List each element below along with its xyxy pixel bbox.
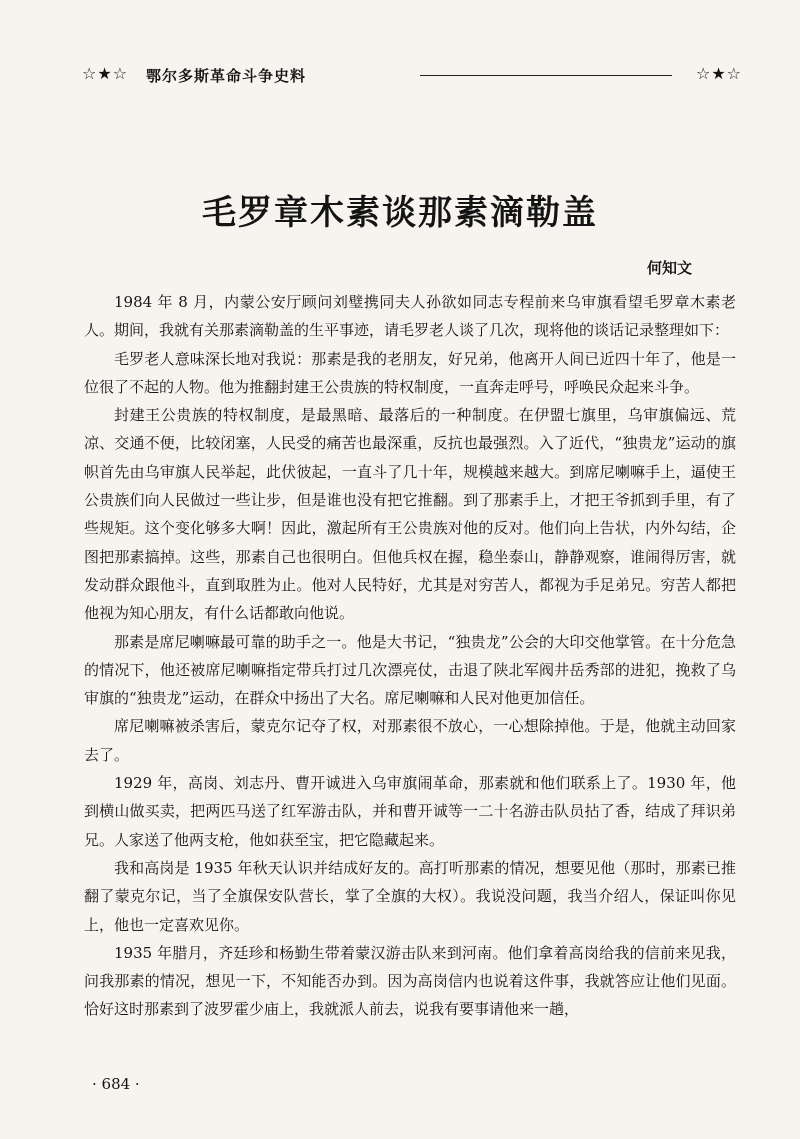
paragraph: 1984 年 8 月，内蒙公安厅顾问刘璧携同夫人孙欲如同志专程前来乌审旗看望毛罗章木素老人。期间，我就有关那素滴勒盖的生平事迹，请毛罗老人谈了几次，现将他的谈话记录整理如下： [84,293,736,340]
page-number: · 684 · [92,1075,140,1093]
article-body [84,288,736,1024]
decorative-stars-right: ☆★☆ [695,64,742,83]
article-author: 何知文 [646,259,692,277]
paragraph: 毛罗老人意味深长地对我说：那素是我的老朋友，好兄弟，他离开人间已近四十年了，他是一位很了不起的人物。他为推翻封建王公贵族的特权制度，一直奔走呼号，呼唤民众起来斗争。 [84,349,736,396]
paragraph: 那素是席尼喇嘛最可靠的助手之一。他是大书记，“独贵龙”公会的大印交他掌管。在十分危急的情况下，他还被席尼喇嘛指定带兵打过几次漂亮仗，击退了陕北军阀井岳秀部的进犯，挽救了乌审旗的“独贵龙”运动，在群众中扬出了大名。席尼喇嘛和人民对他更加信任。 [84,632,736,708]
paragraph: 我和高岗是 1935 年秋天认识并结成好友的。高打听那素的情况，想要见他（那时，那素已推翻了蒙克尔记，当了全旗保安队营长，掌了全旗的大权）。我说没问题，我当介绍人，保证叫你见上，他也一定喜欢见你。 [84,858,736,934]
paragraph: 封建王公贵族的特权制度，是最黑暗、最落后的一种制度。在伊盟七旗里，乌审旗偏远、荒凉、交通不便，比较闭塞，人民受的痛苦也最深重，反抗也最强烈。入了近代，“独贵龙”运动的旗帜首先由乌审旗人民举起，此伏彼起，一直斗了几十年，规模越来越大。到席尼喇嘛手上，逼使王公贵族们向人民做过一些让步，但是谁也没有把它推翻。到了那素手上，才把王爷抓到手里，有了些规矩。这个变化够多大啊！因此，激起所有王公贵族对他的反对。他们向上告状，内外勾结，企图把那素搞掉。这些，那素自己也很明白。但他兵权在握，稳坐泰山，静静观察，谁闹得厉害，就发动群众跟他斗，直到取胜为止。他对人民特好，尤其是对穷苦人，都视为手足弟兄。穷苦人都把他视为知心朋友，有什么话都敢向他说。 [84,406,736,623]
article-title: 毛罗章木素谈那素滴勒盖 [202,193,598,233]
header-rule [420,75,672,76]
series-title: 鄂尔多斯革命斗争史料 [146,67,307,85]
decorative-stars-left: ☆★☆ [82,64,129,83]
running-header [82,62,742,88]
paragraph: 席尼喇嘛被杀害后，蒙克尔记夺了权，对那素很不放心，一心想除掉他。于是，他就主动回家去了。 [84,717,736,764]
paragraph: 1929 年，高岗、刘志丹、曹开诚进入乌审旗闹革命，那素就和他们联系上了。1930 年，他到横山做买卖，把两匹马送了红军游击队，并和曹开诚等一二十名游击队员拈了香，结成了拜识弟兄。人家送了他两支枪，他如获至宝，把它隐藏起来。 [84,774,736,849]
paragraph: 1935 年腊月，齐廷珍和杨勤生带着蒙汉游击队来到河南。他们拿着高岗给我的信前来见我，问我那素的情况，想见一下，不知能否办到。因为高岗信内也说着这件事，我就答应让他们见面。恰好这时那素到了波罗霍少庙上，我就派人前去，说我有要事请他来一趟， [84,943,736,1019]
